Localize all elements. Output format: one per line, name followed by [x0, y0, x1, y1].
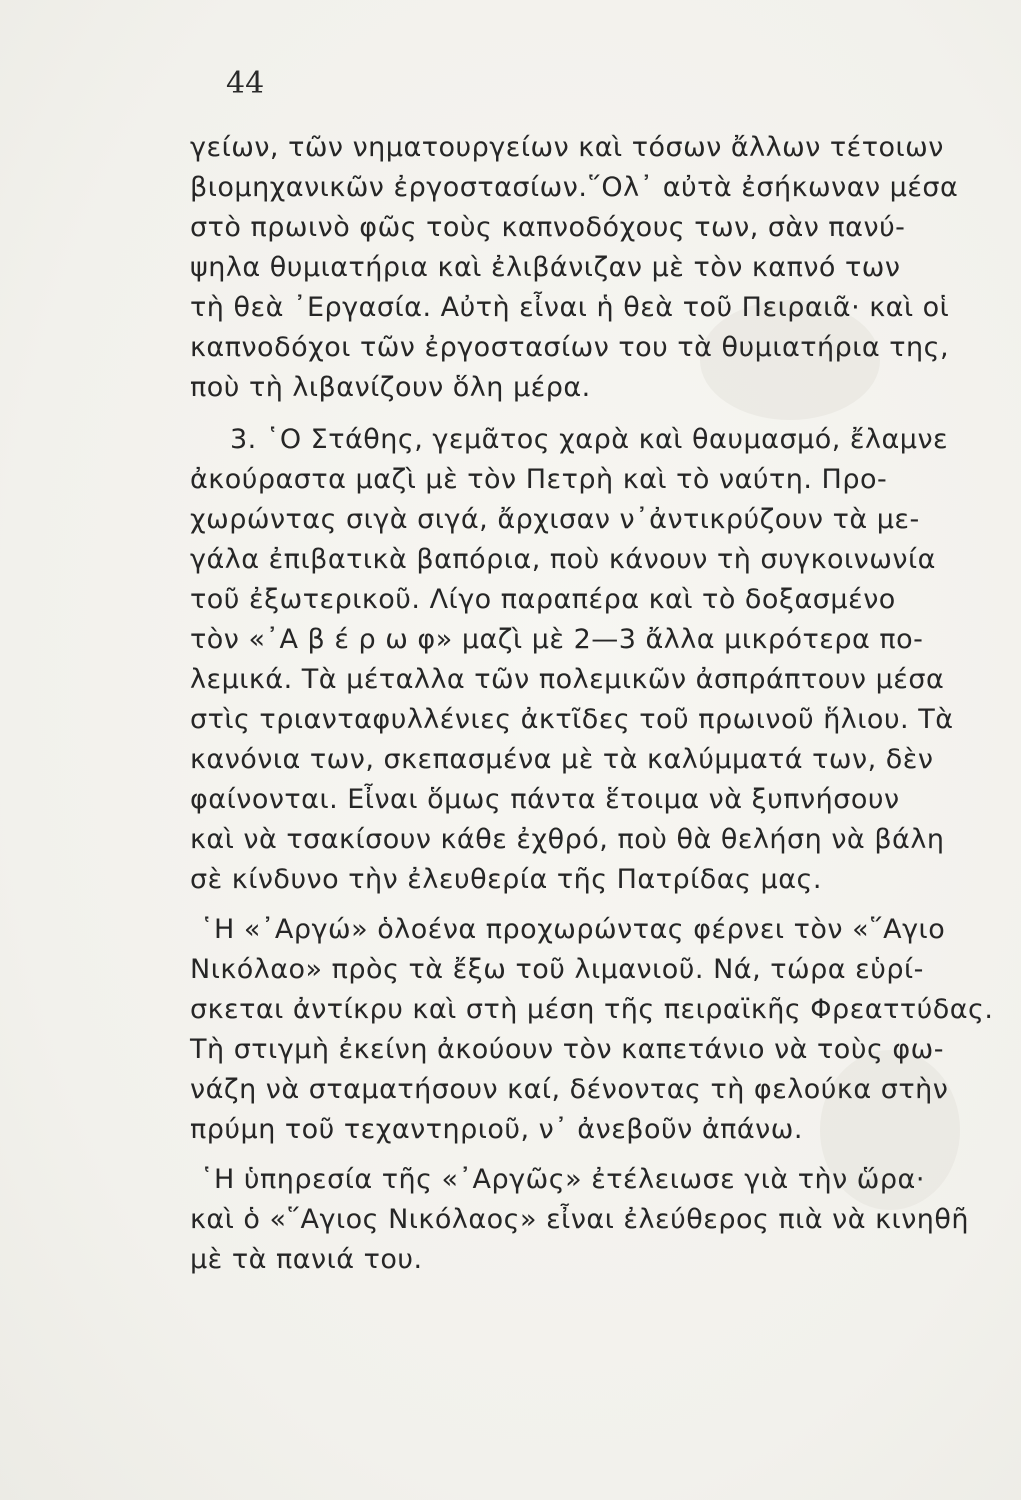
text-line: λεμικά. Τὰ μέταλλα τῶν πολεμικῶν ἀσπράπτουν μέσα	[190, 664, 945, 695]
text-line: χωρώντας σιγὰ σιγά, ἄρχισαν ν᾽ἀντικρύζουν τὰ με-	[190, 504, 920, 535]
text-line: στὸ πρωινὸ φῶς τοὺς καπνοδόχους των, σὰν πανύ-	[190, 212, 906, 243]
text-line: γάλα ἐπιβατικὰ βαπόρια, ποὺ κάνουν τὴ συγκοινωνία	[190, 544, 936, 575]
text-line: ποὺ τὴ λιβανίζουν ὅλη μέρα.	[190, 372, 591, 403]
text-line: βιομηχανικῶν ἐργοστασίων.῞Ολ᾽ αὐτὰ ἐσήκωναν μέσα	[190, 172, 959, 203]
text-line: φαίνονται. Εἶναι ὅμως πάντα ἕτοιμα νὰ ξυπνήσουν	[190, 784, 900, 815]
text-line: ῾Η ὑπηρεσία τῆς «᾽Αργῶς» ἐτέλειωσε γιὰ τὴν ὥρα·	[200, 1164, 925, 1195]
text-line: καπνοδόχοι τῶν ἐργοστασίων του τὰ θυμιατήρια της,	[190, 332, 950, 363]
text-line: ψηλα θυμιατήρια καὶ ἐλιβάνιζαν μὲ τὸν καπνό των	[190, 252, 901, 283]
text-line: ἀκούραστα μαζὶ μὲ τὸν Πετρὴ καὶ τὸ ναύτη. Προ-	[190, 464, 888, 495]
text-line: Τὴ στιγμὴ ἐκείνη ἀκούουν τὸν καπετάνιο νὰ τοὺς φω-	[190, 1034, 945, 1065]
text-line: 3. ῾Ο Στάθης, γεμᾶτος χαρὰ καὶ θαυμασμό, ἔλαμνε	[230, 424, 949, 455]
text-line: ῾Η «᾽Αργώ» ὁλοένα προχωρώντας φέρνει τὸν «῞Αγιο	[200, 914, 946, 945]
text-line: μὲ τὰ πανιά του.	[190, 1244, 423, 1275]
text-line: τοῦ ἐξωτερικοῦ. Λίγο παραπέρα καὶ τὸ δοξασμένο	[190, 584, 896, 615]
text-line: τὸν «᾽Α β έ ρ ω φ» μαζὶ μὲ 2—3 ἄλλα μικρότερα πο-	[190, 624, 924, 655]
text-line: κανόνια των, σκεπασμένα μὲ τὰ καλύμματά των, δὲν	[190, 744, 934, 775]
text-line: καὶ ὁ «῞Αγιος Νικόλαος» εἶναι ἐλεύθερος πιὰ νὰ κινηθῆ	[190, 1204, 970, 1235]
text-line: πρύμη τοῦ τεχαντηριοῦ, ν᾽ ἀνεβοῦν ἀπάνω.	[190, 1114, 803, 1145]
text-line: γείων, τῶν νηματουργείων καὶ τόσων ἄλλων τέτοιων	[190, 132, 944, 163]
text-line: στὶς τριανταφυλλένιες ἀκτῖδες τοῦ πρωινοῦ ἥλιου. Τὰ	[190, 704, 954, 735]
text-line: σκεται ἀντίκρυ καὶ στὴ μέση τῆς πειραϊκῆς Φρεαττύδας.	[190, 994, 994, 1025]
page-number: 44	[226, 66, 265, 101]
text-line: νάζη νὰ σταματήσουν καί, δένοντας τὴ φελούκα στὴν	[190, 1074, 949, 1105]
text-line: Νικόλαο» πρὸς τὰ ἔξω τοῦ λιμανιοῦ. Νά, τώρα εὑρί-	[190, 954, 924, 985]
text-line: τὴ θεὰ ᾽Εργασία. Αὐτὴ εἶναι ἡ θεὰ τοῦ Πειραιᾶ· καὶ οἱ	[190, 292, 950, 323]
text-line: καὶ νὰ τσακίσουν κάθε ἐχθρό, ποὺ θὰ θελήση νὰ βάλη	[190, 824, 945, 855]
text-line: σὲ κίνδυνο τὴν ἐλευθερία τῆς Πατρίδας μας.	[190, 864, 822, 895]
